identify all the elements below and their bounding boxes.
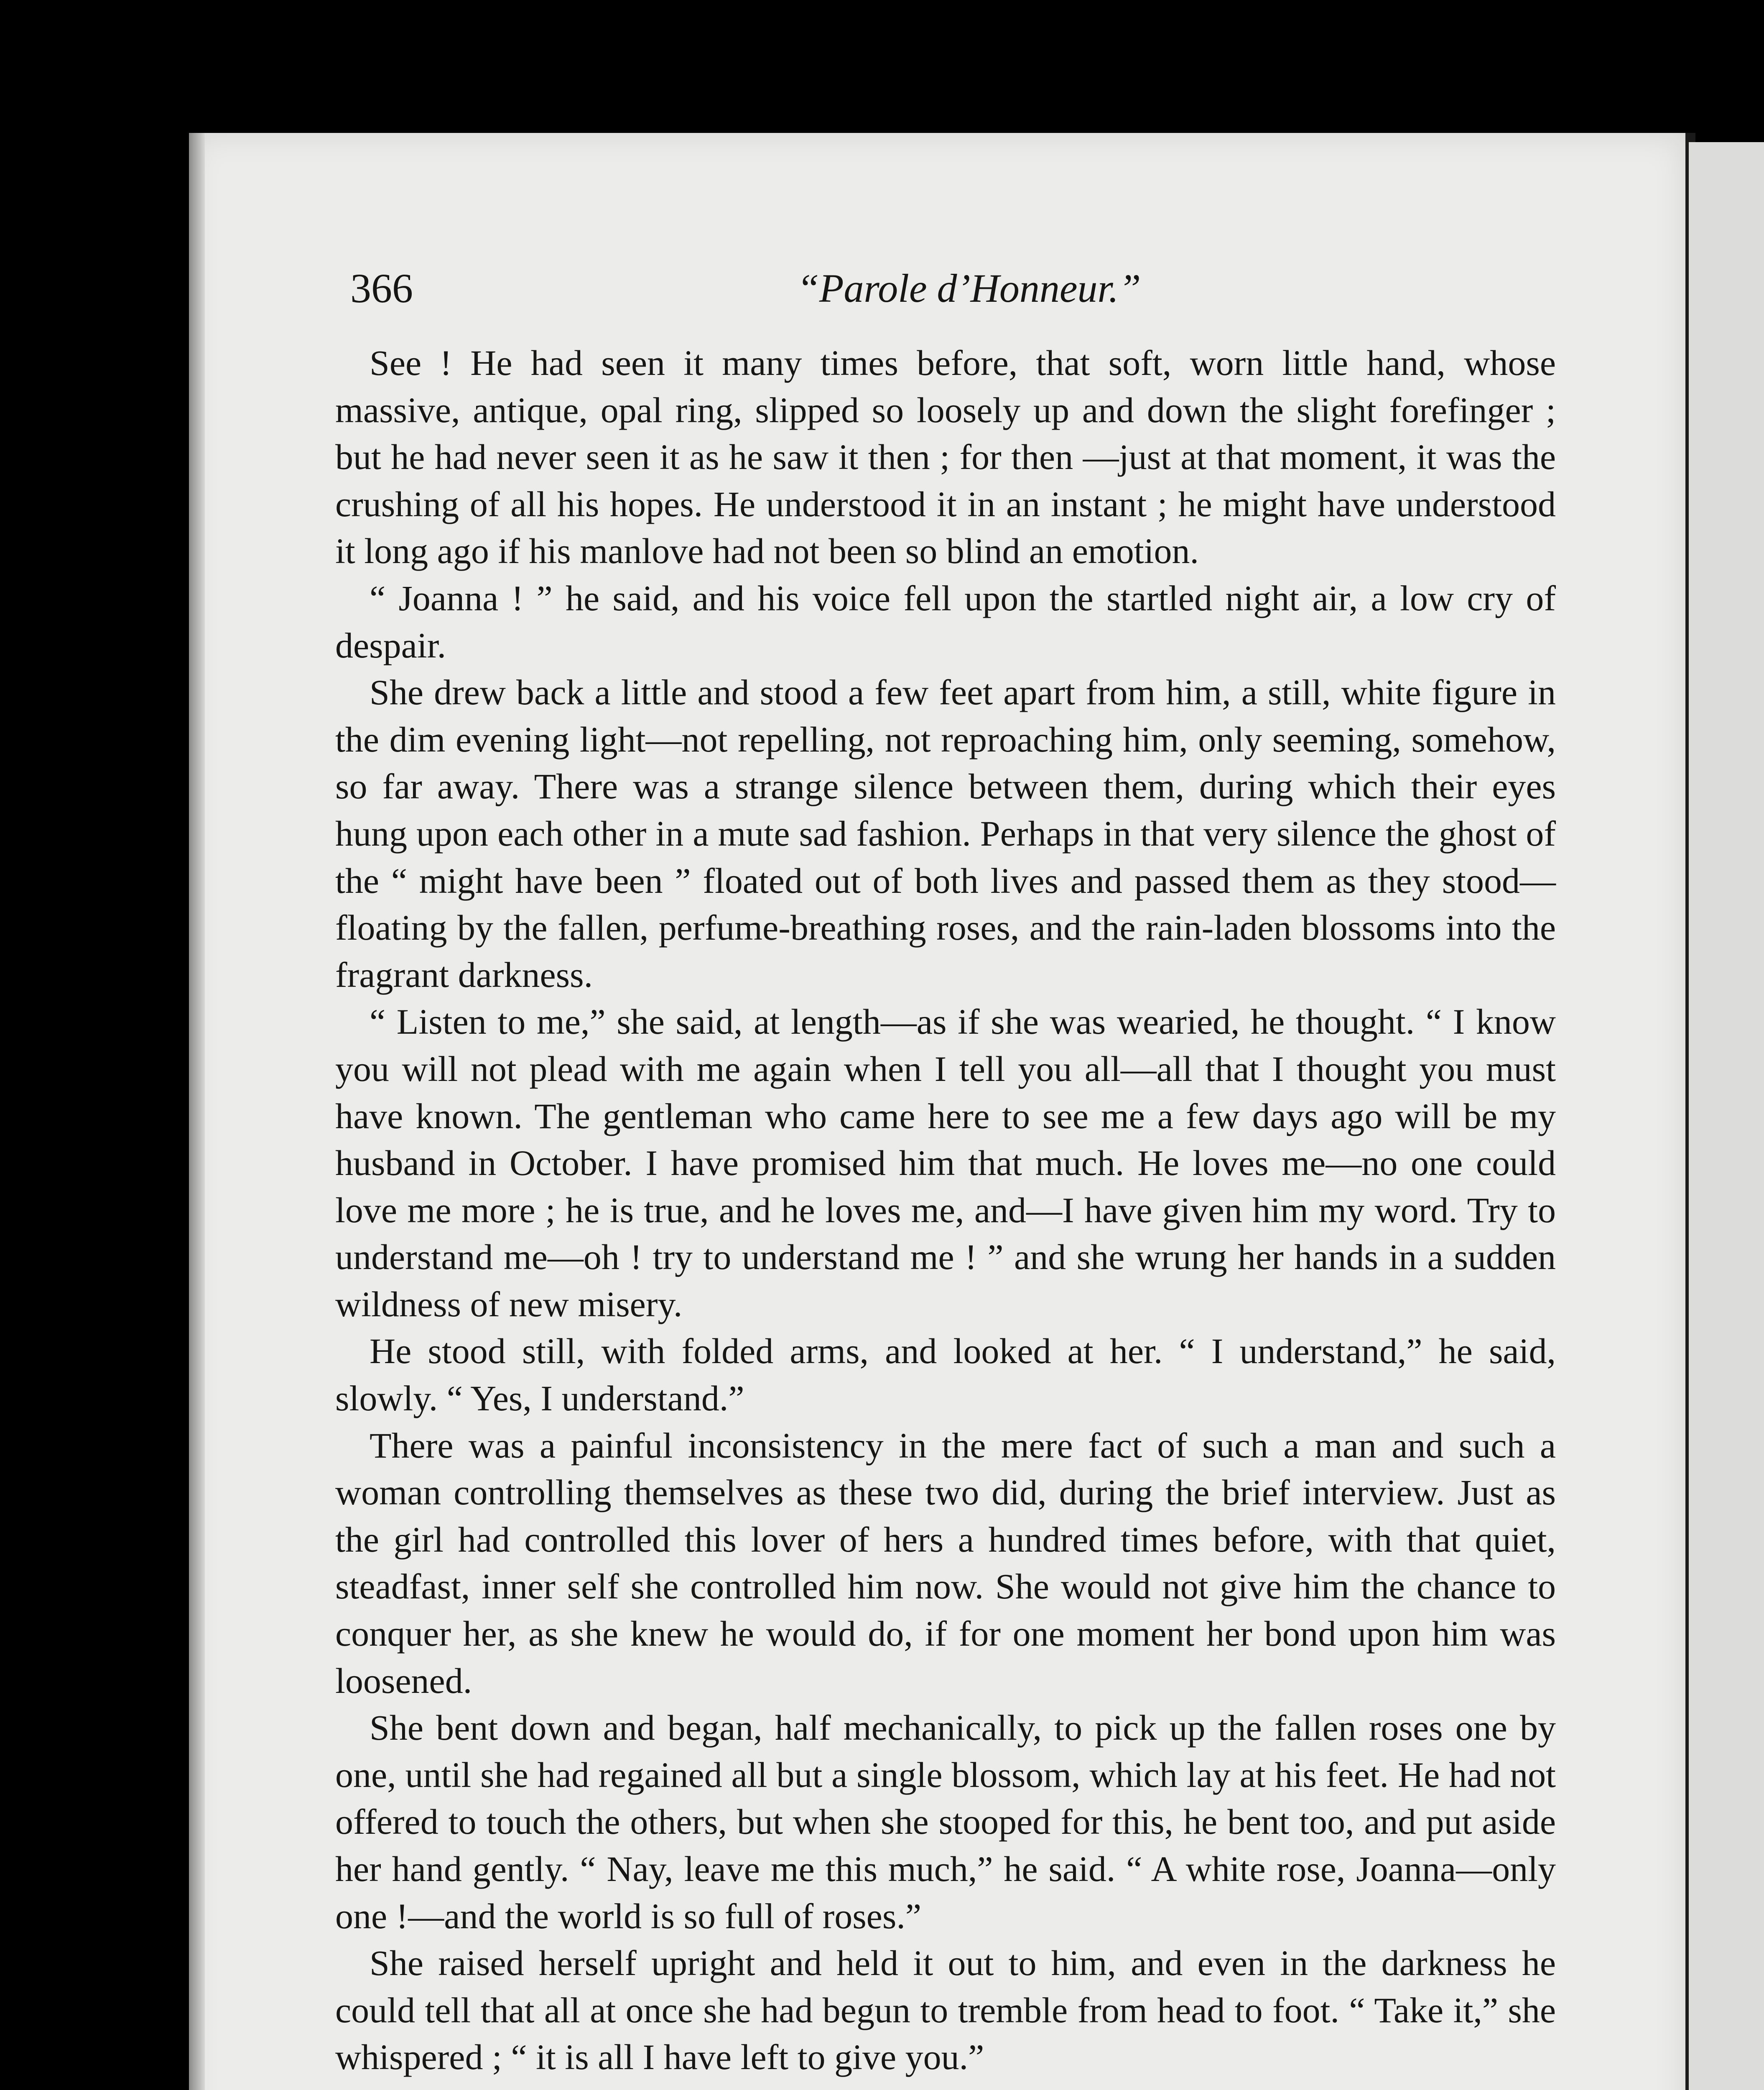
page-number: 366 — [350, 265, 413, 311]
paragraph: See ! He had seen it many times before, that soft, worn little hand, whose massive, antique, opal ring, slipped so loosely up and down the slight forefinger ; but he had never seen it as he saw it then ; for then —just at that moment, it was the crushing of all his hopes. He understood it in an instant ; he might have understood it long ago if his manlove had not been so blind an emotion. — [335, 343, 1556, 571]
paragraph: He stood still, with folded arms, and looked at her. “ I understand,” he said, slowly. “ Yes, I understand.” — [335, 1331, 1556, 1419]
facing-page-edge — [1689, 142, 1764, 2090]
running-head — [350, 259, 1563, 318]
paragraph: “ Joanna ! ” he said, and his voice fell upon the startled night air, a low cry of despair. — [335, 578, 1556, 665]
paragraph: She raised herself upright and held it out to him, and even in the darkness he could tell that all at once she had begun to tremble from head to foot. “ Take it,” she whispered ; “ it is all I have left to give you.” — [335, 1943, 1556, 2077]
running-title: “Parole d’Honneur.” — [797, 266, 1141, 311]
paragraph: “ Listen to me,” she said, at length—as if she was wearied, he thought. “ I know you will not plead with me again when I tell you all—all that I thought you must have known. The gentleman who came here to see me a few days ago will be my husband in October. I have promised him that much. He loves me—no one could love me more ; he is true, and he loves me, and—I have given him my word. Try to understand me—oh ! try to understand me ! ” and she wrung her hands in a sudden wildness of new misery. — [335, 1002, 1556, 1324]
paragraph: She bent down and began, half mechanically, to pick up the fallen roses one by one, until she had regained all but a single blossom, which lay at his feet. He had not offered to touch the others, but when she stooped for this, he bent too, and put aside her hand gently. “ Nay, leave me this much,” he said. “ A white rose, Joanna—only one !—and the world is so full of roses.” — [335, 1708, 1556, 1936]
page-left-edge — [189, 133, 205, 2090]
paragraph: She drew back a little and stood a few feet apart from him, a still, white figure in the dim evening light—not repelling, not reproaching him, only seeming, somehow, so far away. There was a strange silence between them, during which their eyes hung upon each other in a mute sad fashion. Perhaps in that very silence the ghost of the “ might have been ” floated out of both lives and passed them as they stood—floating by the fallen, perfume-breathing roses, and the rain-laden blossoms into the fragrant darkness. — [335, 672, 1556, 995]
page-body — [335, 339, 1556, 2090]
paragraph: There was a painful inconsistency in the mere fact of such a man and such a woman controlling themselves as these two did, during the brief interview. Just as the girl had controlled this lover of hers a hundred times before, with that quiet, steadfast, inner self she controlled him now. She would not give him the chance to conquer her, as she knew he would do, if for one moment her bond upon him was loosened. — [335, 1425, 1556, 1701]
